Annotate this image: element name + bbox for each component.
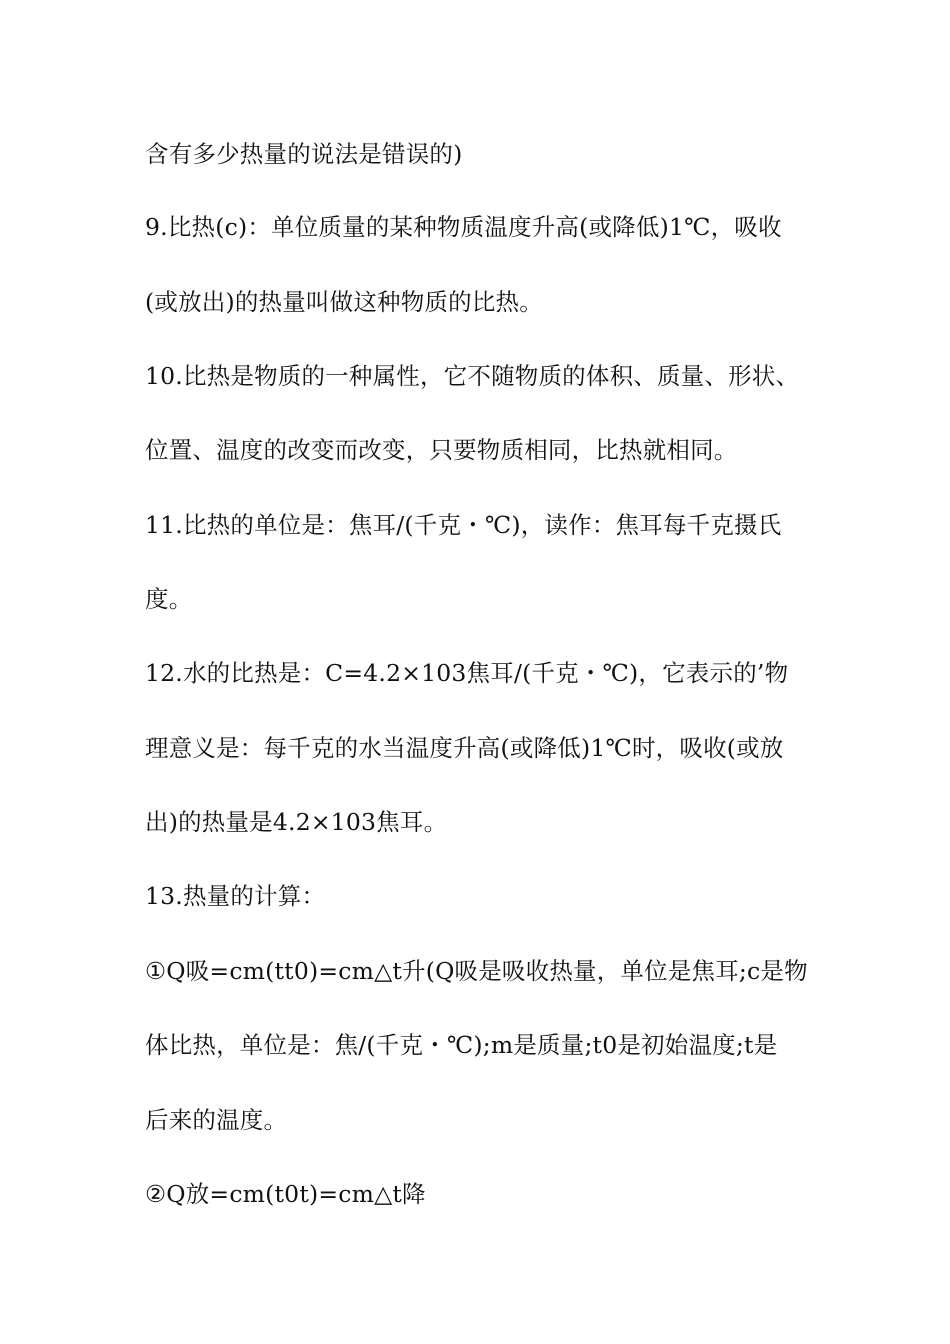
text-line: ①Q吸=cm(tt0)=cm△t升(Q吸是吸收热量，单位是焦耳;c是物: [145, 957, 808, 985]
text-line: 12.水的比热是：C=4.2×103焦耳/(千克・℃)，它表示的’物: [145, 659, 789, 687]
text-line: 11.比热的单位是：焦耳/(千克・℃)，读作：焦耳每千克摄氏: [145, 511, 782, 539]
text-line: 13.热量的计算：: [145, 882, 326, 910]
text-line: 位置、温度的改变而改变，只要物质相同，比热就相同。: [145, 436, 738, 464]
text-line: 出)的热量是4.2×103焦耳。: [145, 808, 448, 836]
text-line: 度。: [145, 585, 193, 613]
text-line: ②Q放=cm(t0t)=cm△t降: [145, 1180, 426, 1208]
text-line: 理意义是：每千克的水当温度升高(或降低)1℃时，吸收(或放: [145, 734, 784, 762]
text-line: 含有多少热量的说法是错误的): [145, 140, 463, 168]
text-line: 体比热，单位是：焦/(千克・℃);m是质量;t0是初始温度;t是: [145, 1031, 778, 1059]
text-line: (或放出)的热量叫做这种物质的比热。: [145, 288, 543, 316]
text-line: 10.比热是物质的一种属性，它不随物质的体积、质量、形状、: [145, 362, 800, 390]
text-line: 9.比热(c)：单位质量的某种物质温度升高(或降低)1℃，吸收: [145, 213, 782, 241]
text-line: 后来的温度。: [145, 1106, 288, 1134]
